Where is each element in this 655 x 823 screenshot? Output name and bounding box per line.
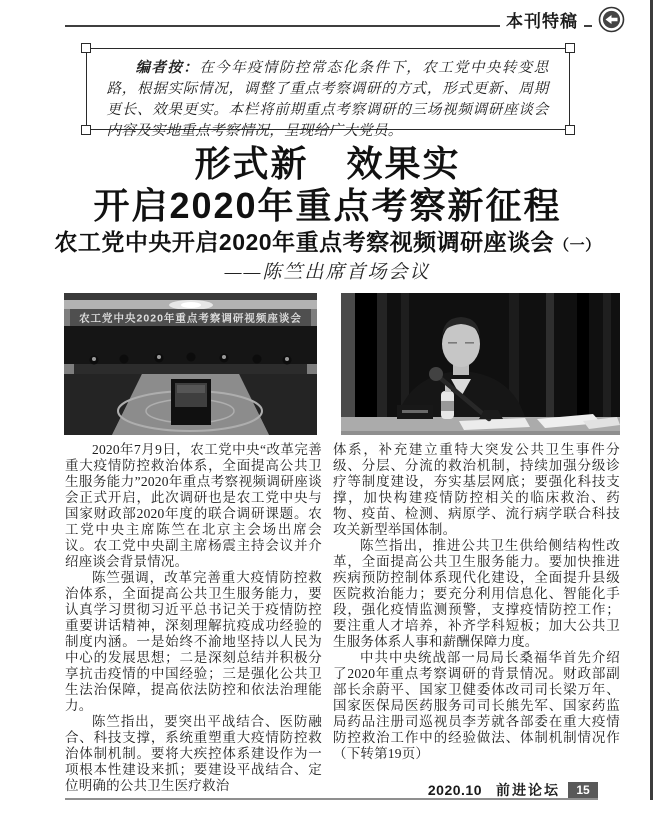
head-table [74,364,307,374]
paragraph: 2020年7月9日，农工党中央“改革完善重大疫情防控救治体系，全面提高公共卫生服务能力”2020年重点考察视频调研座谈会正式开启，此次调研也是农工党中央与国家财政部2020年度的联合调研课题。农工党中央主席陈竺在北京主会场出席会议。农工党中央副主席杨震主持会议并介绍座谈会背景情况。 [65,442,322,569]
journal-name: 前进论坛 [496,782,560,798]
editor-note-body: 在今年疫情防控常态化条件下，农工党中央转变思路，根据实际情况，调整了重点考察调研的方式，形式更新、周期更长、效果更实。本栏将前期重点考察调研的三场视频调研座谈会内容及实地重点考察情况，呈现给广大党员。 [106,60,549,139]
article-title-line1: 形式新 效果实 [194,143,461,184]
article-byline: ——陈竺出席首场会议 [224,262,431,283]
paragraph: 陈竺强调，改革完善重大疫情防控救治体系，全面提高公共卫生服务能力，要认真学习贯彻习近平总书记关于疫情防控重要讲话精神，深刻理解抗疫成功经验的制度内涵。一是始终不渝地坚持以人民为中心的发展思想；二是深刻总结并积极分享抗击疫情的中国经验；三是强化公共卫生法治保障，提高依法防控和依法治理能力。 [65,570,322,713]
paragraph: 中共中央统战部一局局长桑福华首先介绍了2020年重点考察调研的背景情况。财政部副部长余蔚平、国家卫健委体改司司长梁万年、国家医保局医药服务司司长熊先军、国家药监局药品注册司巡视员李芳就各部委在重大疫情防控救治工作中的经验做法、体制机制情况作（下转第19页） [333,650,620,761]
photo-row [64,293,655,435]
speaker-photo [341,293,620,435]
issue-date: 2020.10 [427,782,482,798]
box-corner-ornament [81,125,91,135]
page-number-badge: 15 [568,782,598,798]
article-title-line2: 开启2020年重点考察新征程 [93,185,562,226]
left-column [65,442,322,794]
box-corner-ornament [565,125,575,135]
article-subtitle [0,228,655,260]
conference-room-photo [64,293,317,435]
box-corner-ornament [565,43,575,53]
editor-note-text [107,58,549,142]
page-footer [428,780,598,800]
paragraph-continuation: 体系，补充建立重特大突发公共卫生事件分级、分层、分流的救治机制，持续加强分级诊疗等制度建设，夯实基层网底；要强化科技支撑，加快构建疫情防控相关的临床救治、药物、疫苗、检测、病原学、流行病学联合科技攻关新型举国体制。 [333,442,620,537]
ceiling-drape [64,293,317,300]
page-bottom-rule [65,798,598,800]
right-column [333,442,620,794]
subtitle-main: 农工党中央开启2020年重点考察视频调研座谈会 [54,229,555,255]
article-body [65,442,655,794]
meeting-banner-text: 农工党中央2020年重点考察调研视频座谈会 [79,312,302,325]
box-corner-ornament [81,43,91,53]
section-label: 本刊特稿 [500,7,584,32]
paragraph: 陈竺指出，要突出平战结合、医防融合、科技支撑，系统重塑重大疫情防控救治体制机制。要将大疾控体系建设作为一项根本性建设来抓；要建设平战结合、定位明确的公共卫生医疗救治 [65,714,322,793]
page-right-edge [650,0,653,800]
back-arrow-circle-icon [598,6,625,33]
editor-note-label: 编者按： [135,60,200,76]
editor-note-box [86,48,570,139]
paragraph: 陈竺指出，推进公共卫生供给侧结构性改革，全面提高公共卫生服务能力。要加快推进疾病预防控制体系现代化建设，全面提升县级医院救治能力；要充分利用信息化、智能化手段，强化疫情监测预警，支撑疫情防控工作；要注重人才培养，补齐学科短板；加大公共卫生服务体系人事和薪酬保障力度。 [333,538,620,649]
subtitle-part-number: （一） [554,237,601,254]
